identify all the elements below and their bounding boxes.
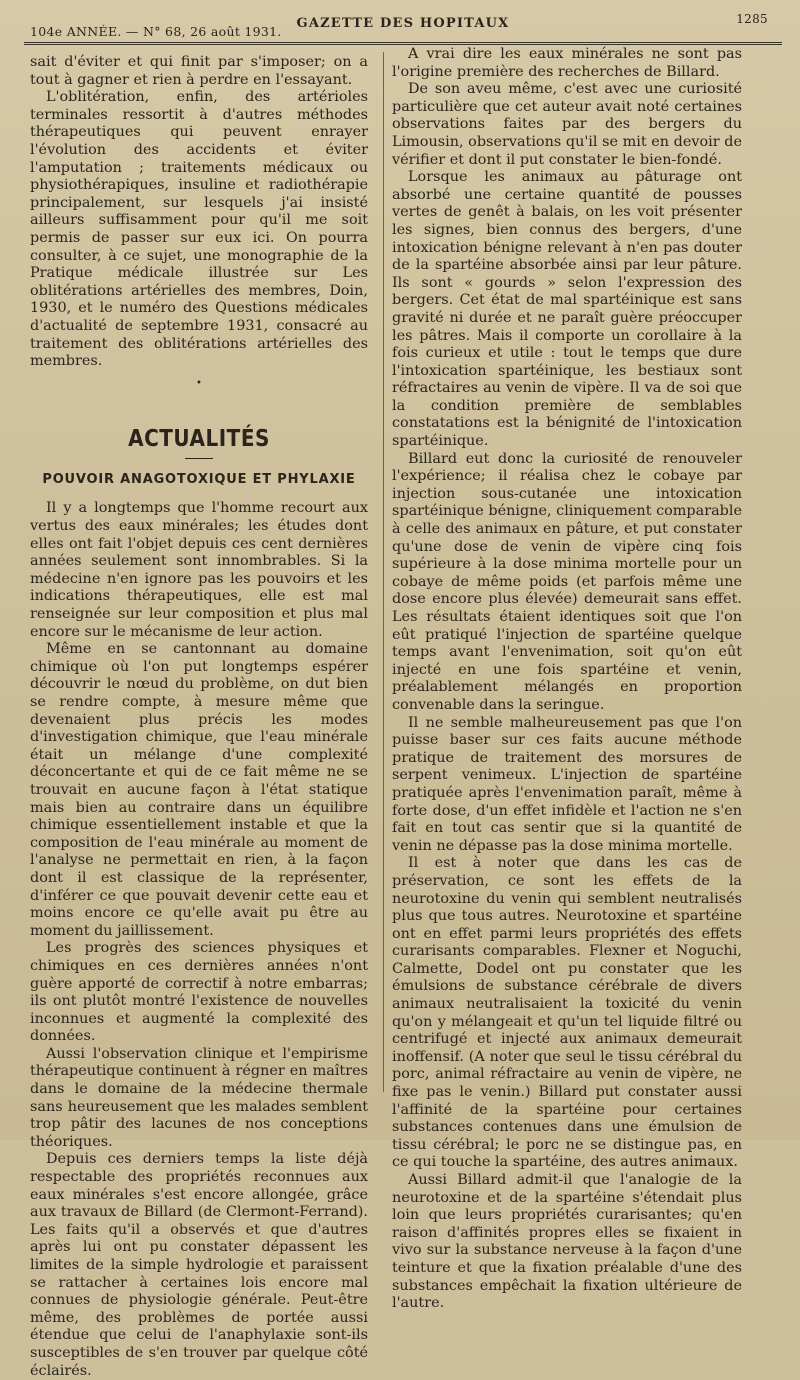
issue-info: 104e ANNÉE. — N° 68, 26 août 1931.: [30, 24, 282, 39]
paragraph: Aussi Billard admit-il que l'analogie de la neurotoxine et de la spartéine s'étendait plus loin que leurs propriétés curarisantes; qu'en raison d'affinités propres elles se fixaient in vivo sur la substance nerveuse à la façon d'une teinture et que la fixation préalable d'une des substances empêchait la fixation ultérieure de l'autre.: [392, 1172, 742, 1312]
title-rule: [185, 458, 213, 459]
separator-dot: •: [196, 377, 202, 389]
paragraph: Billard eut donc la curiosité de renouveler l'expérience; il réalisa chez le cobaye par injection sous-cutanée une intoxication spartéinique bénigne, cliniquement comparable à celle des animaux en pâture, et put constater qu'une dose de venin de vipère cinq fois supérieure à la dose minima mortelle pour un cobaye de même poids (et parfois même une dose encore plus élevée) demeurait sans effet. Les résultats étaient identiques soit que l'on eût pratiqué l'injection de spartéine quelque temps avant l'envenimation, soit qu'on eût injecté en une fois spartéine et venin, préalablement mélangés en proportion convenable dans la seringue.: [392, 450, 743, 713]
right-column: [392, 46, 742, 1313]
paragraph: A vrai dire les eaux minérales ne sont pas l'origine première des recherches de Billard.: [392, 46, 742, 80]
paragraph: Aussi l'observation clinique et l'empirisme thérapeutique continuent à régner en maîtres dans le domaine de la médecine thermale sans heureusement que les malades semblent trop pâtir des lacunes de nos conceptions théoriques.: [30, 1045, 368, 1150]
paragraph: Il ne semble malheureusement pas que l'on puisse baser sur ces faits aucune méthode pratique de traitement des morsures de serpent venimeux. L'injection de spartéine pratiquée après l'envenimation paraît, même à forte dose, d'un effet infidèle et l'action ne s'en fait en tout cas sentir que si la quantité de venin ne dépasse pas la dose minima mortelle.: [392, 714, 742, 854]
page-number: 1285: [736, 12, 768, 26]
paragraph: De son aveu même, c'est avec une curiosité particulière que cet auteur avait noté certaines observations faites par des bergers du Limousin, observations qu'il se mit en devoir de vérifier et dont il put constater le bien-fondé.: [392, 81, 742, 168]
paragraph: Même en se cantonnant au domaine chimique où l'on put longtemps espérer découvrir le nœud du problème, on dut bien se rendre compte, à mesure même que devenaient plus précis les modes d'investigation chimique, que l'eau minérale était un mélange d'une complexité déconcertante et qui de ce fait même ne se trouvait en aucune façon à l'état statique mais bien au contraire dans un équilibre chimique essentiellement instable et que la composition de l'eau minérale au moment de l'analyse ne permettait en rien, à la façon dont il est classique de la représenter, d'inférer ce que pouvait devenir cette eau et moins encore ce qu'elle avait pu être au moment du jaillissement.: [30, 641, 368, 939]
paragraph: Il y a longtemps que l'homme recourt aux vertus des eaux minérales; les études dont elles ont fait l'objet depuis ces cent dernières années seulement sont innombrables. Si la médecine n'en ignore pas les pouvoirs et les indications thérapeutiques, elle est mal renseignée sur leur composition et plus mal encore sur le mécanisme de leur action.: [30, 500, 368, 640]
continuation-paragraph-2: L'oblitération, enfin, des artérioles terminales ressortit à d'autres méthodes thérapeutiques qui peuvent enrayer l'évolution des accidents et éviter l'amputation ; traitements médicaux ou physiothérapiques, insuline et radiothérapie principalement, sur lesquels j'ai insisté ailleurs suffisamment pour qu'il me soit permis de passer sur eux ici. On pourra consulter, à ce sujet, une monographie de la Pratique médicale illustrée sur Les oblitérations artérielles des membres, Doin, 1930, et le numéro des Questions médicales d'actualité de septembre 1931, consacré au traitement des oblitérations artérielles des membres.: [30, 89, 368, 370]
header-rule: [24, 42, 782, 45]
article-title: POUVOIR ANAGOTOXIQUE ET PHYLAXIE: [42, 471, 356, 487]
paragraph: Depuis ces derniers temps la liste déjà respectable des propriétés reconnues aux eaux minérales s'est encore allongée, grâce aux travaux de Billard (de Clermont-Ferrand). Les faits qu'il a observés et que d'autres après lui ont pu constater dépassent les limites de la simple hydrologie et paraissent se rattacher à certaines lois encore mal connues de physiologie générale. Peut-être même, des problèmes de portée aussi étendue que celui de l'anaphylaxie sont-ils susceptibles de s'en trouver par quelque côté éclairés.: [30, 1151, 368, 1379]
paragraph: Les progrès des sciences physiques et chimiques en ces dernières années n'ont guère apporté de correctif à notre embarras; ils ont plutôt montré l'existence de nouvelles inconnues et augmenté la complexité des données.: [30, 940, 368, 1045]
continuation-paragraph: sait d'éviter et qui finit par s'imposer; on a tout à gagner et rien à perdre en l'essayant.: [30, 54, 368, 88]
paragraph: Il est à noter que dans les cas de préservation, ce sont les effets de la neurotoxine du venin qui semblent neutralisés plus que tous autres. Neurotoxine et spartéine ont en effet parmi leurs propriétés des effets curarisants comparables. Flexner et Noguchi, Calmette, Dodel ont pu constater que les émulsions de substance cérébrale de divers animaux neutralisaient la toxicité du venin qu'on y mélangeait et qu'un tel liquide filtré ou centrifugé et injecté aux animaux demeurait inoffensif. (A noter que seul le tissu cérébral du porc, animal réfractaire au venin de vipère, ne fixe pas le venin.) Billard put constater aussi l'affinité de la spartéine pour certaines substances contenues dans une émulsion de tissu cérébral; le porc ne se distingue pas, en ce qui touche la spartéine, des autres animaux.: [392, 855, 742, 1171]
left-column: [30, 54, 368, 1380]
page-header: [24, 10, 782, 40]
section-title: ACTUALITÉS: [128, 424, 270, 452]
column-divider: [383, 52, 384, 1092]
journal-title: GAZETTE DES HOPITAUX: [296, 16, 510, 31]
paragraph: Lorsque les animaux au pâturage ont absorbé une certaine quantité de pousses vertes de genêt à balais, on les voit présenter les signes, bien connus des bergers, d'une intoxication bénigne relevant à n'en pas douter de la spartéine absorbée ainsi par leur pâture. Ils sont « gourds » selon l'expression des bergers. Cet état de mal spartéinique est sans gravité ni durée et ne paraît guère préoccuper les pâtres. Mais il comporte un corollaire à la fois curieux et utile : tout le temps que dure l'intoxication spartéinique, les bestiaux sont réfractaires au venin de vipère. Il va de soi que la condition première de semblables constatations est la bénignité de l'intoxication spartéinique.: [392, 169, 742, 450]
